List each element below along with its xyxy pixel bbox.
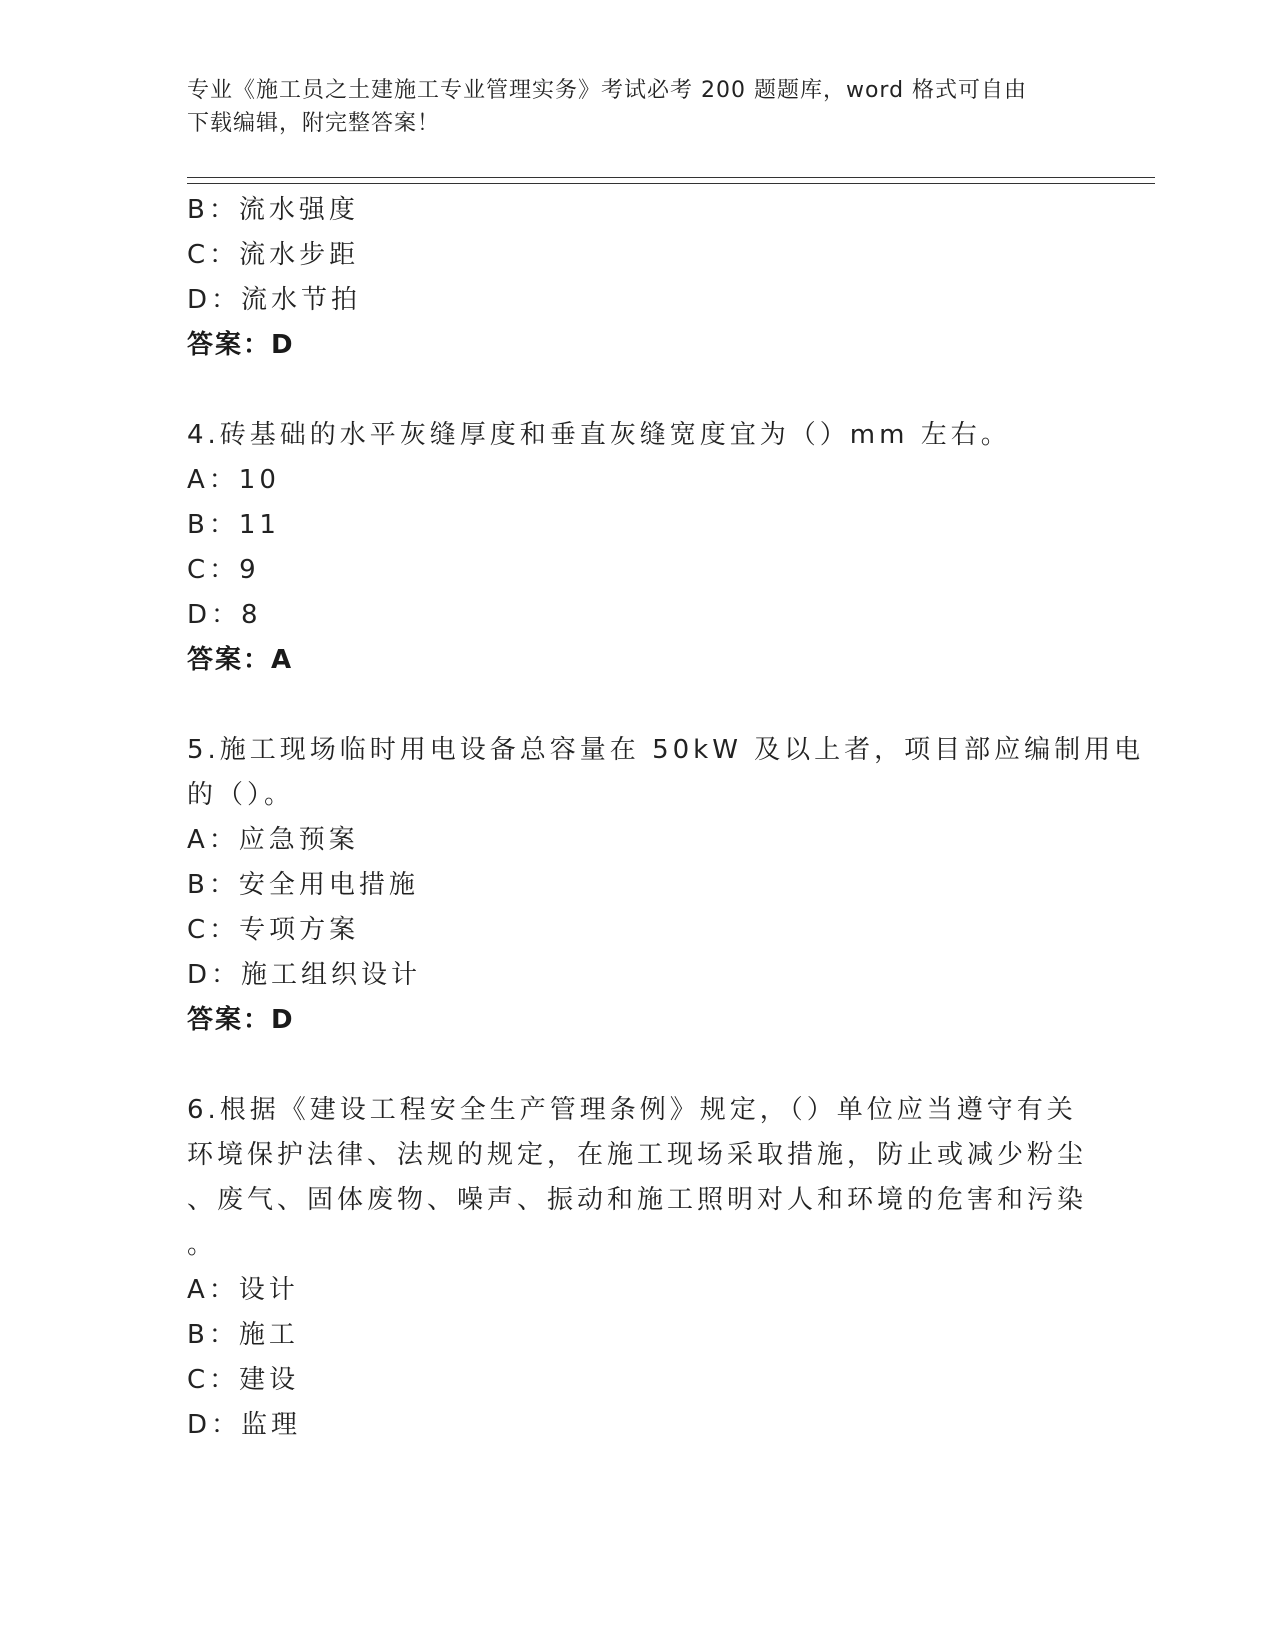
q5-answer: 答案：D (187, 1005, 295, 1035)
header-line-2: 下载编辑，附完整答案！ (187, 111, 441, 136)
q6-stem-line-4: 。 (187, 1230, 218, 1260)
q6-option-a: A：设计 (187, 1275, 299, 1305)
q4-option-b: B：11 (187, 510, 280, 540)
q4-option-a: A：10 (187, 465, 280, 495)
q5-stem-line-1: 5.施工现场临时用电设备总容量在 50kW 及以上者，项目部应编制用电 (187, 735, 1145, 765)
header-line-1: 专业《施工员之土建施工专业管理实务》考试必考 200 题题库，word 格式可自由 (187, 78, 1028, 103)
q4-option-d: D：8 (187, 600, 262, 630)
q5-stem-line-2: 的（）。 (187, 780, 295, 810)
q4-answer: 答案：A (187, 645, 294, 675)
q3-answer: 答案：D (187, 330, 295, 360)
q5-option-c: C：专项方案 (187, 915, 360, 945)
q3-option-d: D：流水节拍 (187, 285, 362, 315)
q3-option-c: C：流水步距 (187, 240, 360, 270)
q3-option-b: B：流水强度 (187, 195, 359, 225)
q4-stem: 4.砖基础的水平灰缝厚度和垂直灰缝宽度宜为（）mm 左右。 (187, 420, 1011, 450)
q5-option-b: B：安全用电措施 (187, 870, 419, 900)
q6-stem-line-1: 6.根据《建设工程安全生产管理条例》规定，（）单位应当遵守有关 (187, 1095, 1077, 1125)
document-header (187, 74, 1087, 140)
q6-option-c: C：建设 (187, 1365, 300, 1395)
q5-option-a: A：应急预案 (187, 825, 359, 855)
q4-option-c: C：9 (187, 555, 260, 585)
header-divider-top (187, 177, 1155, 178)
q6-option-b: B：施工 (187, 1320, 299, 1350)
header-divider-bottom (187, 183, 1155, 184)
q5-option-d: D：施工组织设计 (187, 960, 422, 990)
q6-stem-line-3: 、废气、固体废物、噪声、振动和施工照明对人和环境的危害和污染 (187, 1185, 1088, 1215)
q6-option-d: D：监理 (187, 1410, 302, 1440)
q6-stem-line-2: 环境保护法律、法规的规定，在施工现场采取措施，防止或减少粉尘 (187, 1140, 1088, 1170)
